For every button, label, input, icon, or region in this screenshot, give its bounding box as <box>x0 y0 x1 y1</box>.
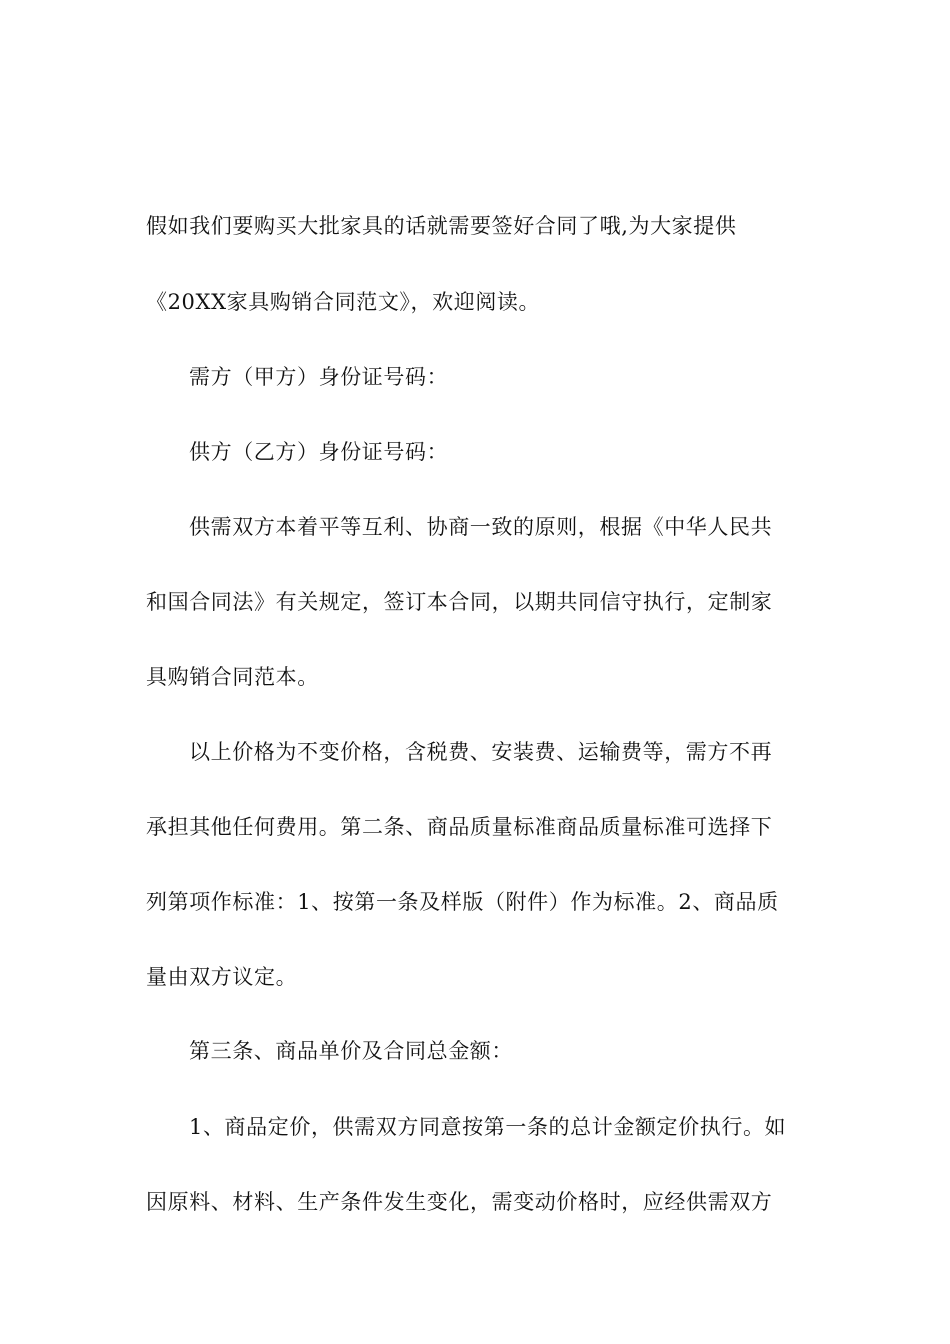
price-line-3: 列第项作标准：1、按第一条及样版（附件）作为标准。2、商品质 <box>146 890 779 914</box>
intro-line-2: 《20XX家具购销合同范文》，欢迎阅读。 <box>146 290 541 314</box>
price-line-2: 承担其他任何费用。第二条、商品质量标准商品质量标准可选择下 <box>146 815 773 839</box>
article-three-heading: 第三条、商品单价及合同总金额： <box>189 1039 513 1063</box>
principle-line-2: 和国合同法》有关规定，签订本合同，以期共同信守执行，定制家 <box>146 590 773 614</box>
seller-id-line: 供方（乙方）身份证号码： <box>189 440 449 464</box>
principle-line-3: 具购销合同范本。 <box>146 665 319 689</box>
intro-line-1: 假如我们要购买大批家具的话就需要签好合同了哦,为大家提供 <box>146 214 737 238</box>
price-line-1: 以上价格为不变价格，含税费、安装费、运输费等，需方不再 <box>189 740 773 764</box>
pricing-line-2: 因原料、材料、生产条件发生变化，需变动价格时，应经供需双方 <box>146 1190 773 1214</box>
price-line-4: 量由双方议定。 <box>146 965 298 989</box>
pricing-line-1: 1、商品定价，供需双方同意按第一条的总计金额定价执行。如 <box>189 1115 787 1139</box>
buyer-id-line: 需方（甲方）身份证号码： <box>189 365 449 389</box>
principle-line-1: 供需双方本着平等互利、协商一致的原则，根据《中华人民共 <box>189 515 773 539</box>
